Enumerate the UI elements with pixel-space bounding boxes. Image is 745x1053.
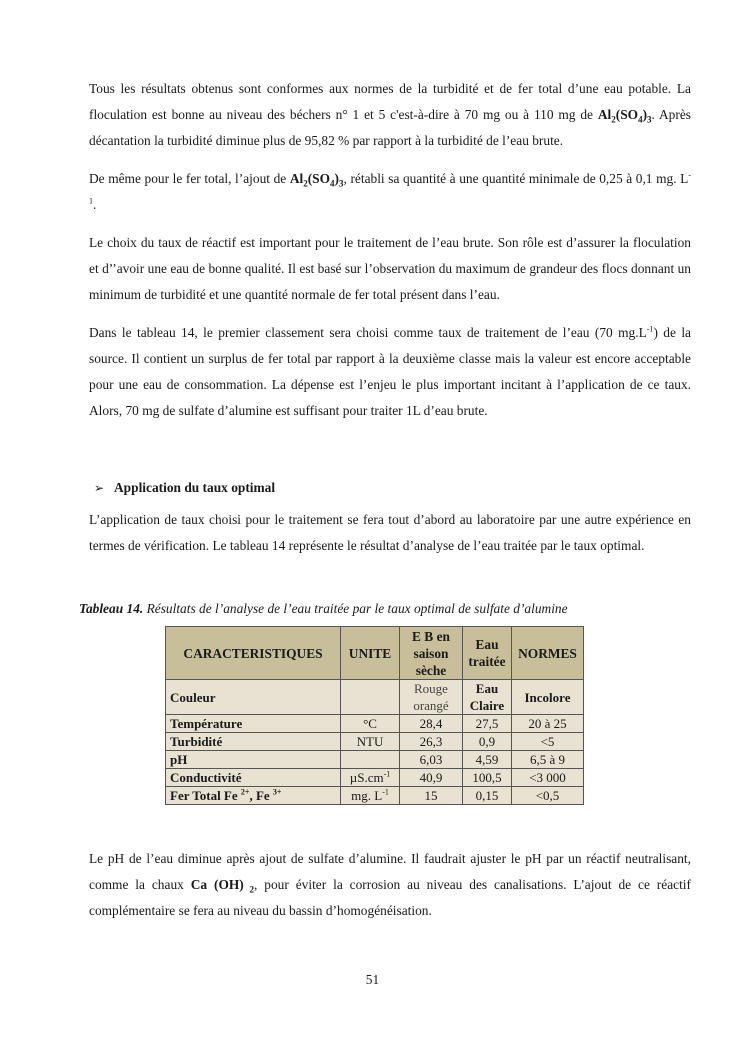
row-eau-traitee: Eau Claire (463, 680, 512, 715)
text: (SO (615, 107, 639, 122)
superscript: -1 (89, 170, 691, 206)
row-unit (341, 769, 400, 787)
paragraph-application: L’application de taux choisi pour le traitement se fera tout d’abord au laboratoire par une autre expérience en termes de vérification. Le tableau 14 représente le résultat d’analyse de l’eau traitée par le taux optimal. (89, 512, 691, 553)
text: De même pour le fer total, l’ajout de (89, 171, 290, 186)
subscript: 2 (243, 884, 255, 895)
table-row (166, 680, 584, 715)
subscript: 2 (611, 114, 616, 125)
header-unite: UNITE (341, 627, 400, 680)
text: , pour éviter la corrosion au niveau des canalisations. L’ajout de ce réactif complémentaire se fera au niveau du bassin d’homogénéisation. (89, 877, 691, 918)
row-unit (341, 751, 400, 769)
row-eb: 6,03 (400, 751, 463, 769)
table-row (166, 733, 584, 751)
superscript: -1 (646, 324, 654, 334)
paragraph-results (89, 76, 691, 154)
text: . (93, 197, 97, 212)
row-norme: <0,5 (512, 787, 584, 805)
text: . Après décantation la turbidité diminue plus de 95,82 % par rapport à la turbidité de l’eau brute. (89, 107, 691, 148)
paragraph-table-14 (89, 320, 691, 424)
superscript: -1 (383, 769, 391, 779)
text: ) de la source. Il contient un surplus de fer total par rapport à la deuxième classe mais la valeur est encore acceptable pour une eau de consommation. La dépense est l’enjeu le plus important incitant à l’application de ce taux. Alors, 70 mg de sulfate d’alumine est suffisant pour traiter 1L d’eau brute. (89, 325, 691, 418)
text: Ca (OH) (190, 877, 244, 892)
text: Fer Total Fe (170, 788, 241, 803)
row-name: Turbidité (166, 733, 341, 751)
header-eau-traitee: Eau traitée (463, 627, 512, 680)
header-normes: NORMES (512, 627, 584, 680)
text: ) (334, 171, 340, 186)
subscript: 3 (339, 178, 344, 189)
row-name (166, 787, 341, 805)
text: Al (597, 107, 612, 122)
paragraph-iron (89, 166, 691, 218)
section-heading (94, 475, 275, 501)
row-eb: 40,9 (400, 769, 463, 787)
table-header-row (166, 627, 584, 680)
text: Le pH de l’eau diminue après ajout de sulfate d’alumine. Il faudrait ajuster le pH par un réactif neutralisant, comme la chaux (89, 851, 691, 892)
text: , Fe (249, 788, 273, 803)
table-row (166, 715, 584, 733)
caption-text: Résultats de l’analyse de l’eau traitée par le taux optimal de sulfate d’alumine (143, 601, 568, 616)
superscript: 2+ (240, 787, 250, 797)
header-caracteristiques: CARACTERISTIQUES (166, 627, 341, 680)
row-norme: 20 à 25 (512, 715, 584, 733)
text: ) (642, 107, 648, 122)
subscript: 4 (638, 114, 643, 125)
row-name: pH (166, 751, 341, 769)
paragraph-reagent-choice: Le choix du taux de réactif est important pour le traitement de l’eau brute. Son rôle est d’assurer la floculation et d’’avoir une eau de bonne qualité. Il est basé sur l’observation du maximum de grandeur des flocs donnant un minimum de turbidité et une quantité normale de fer total présent dans l’eau. (89, 235, 691, 302)
formula-caoh2 (190, 877, 255, 895)
text: µS.cm (349, 770, 384, 785)
table-row (166, 787, 584, 805)
text: Al (289, 171, 304, 186)
superscript: -1 (382, 787, 389, 797)
row-unit (341, 787, 400, 805)
paragraph-ph-adjustment (89, 846, 691, 924)
row-eau-traitee: 27,5 (463, 715, 512, 733)
text: (SO (307, 171, 331, 186)
row-eb: Rouge orangé (400, 680, 463, 715)
row-norme: 6,5 à 9 (512, 751, 584, 769)
formula-al2so43 (289, 171, 344, 189)
page-number: 51 (365, 972, 380, 987)
row-name: Température (166, 715, 341, 733)
text: mg. L (351, 788, 383, 803)
row-unit: NTU (341, 733, 400, 751)
formula-al2so43 (597, 107, 652, 125)
header-eb-saison-seche: E B en saison sèche (400, 627, 463, 680)
row-name: Couleur (166, 680, 341, 715)
row-norme: Incolore (512, 680, 584, 715)
table-caption (79, 598, 568, 620)
arrow-bullet-icon: ➢ (94, 481, 105, 495)
row-eb: 28,4 (400, 715, 463, 733)
row-norme: <5 (512, 733, 584, 751)
superscript: 3+ (272, 787, 282, 797)
text: Tous les résultats obtenus sont conformes aux normes de la turbidité et de fer total d’une eau potable. La floculation est bonne au niveau des béchers n° 1 et 5 c'est-à-dire à 70 mg ou à 110 mg de (89, 81, 691, 122)
section-title: Application du taux optimal (114, 480, 276, 495)
row-eau-traitee: 0,15 (463, 787, 512, 805)
row-eb: 26,3 (400, 733, 463, 751)
row-eb: 15 (400, 787, 463, 805)
results-table (165, 626, 584, 805)
row-unit: °C (341, 715, 400, 733)
table-row (166, 751, 584, 769)
subscript: 4 (330, 178, 335, 189)
subscript: 2 (303, 178, 308, 189)
row-eau-traitee: 100,5 (463, 769, 512, 787)
text: , rétabli sa quantité à une quantité minimale de 0,25 à 0,1 mg. L (343, 171, 689, 186)
table-row (166, 769, 584, 787)
row-name: Conductivité (166, 769, 341, 787)
row-eau-traitee: 4,59 (463, 751, 512, 769)
caption-label: Tableau 14. (79, 601, 144, 616)
row-norme: <3 000 (512, 769, 584, 787)
subscript: 3 (647, 114, 652, 125)
text: Dans le tableau 14, le premier classement sera choisi comme taux de traitement de l’eau (70 mg.L (89, 325, 647, 340)
row-unit (341, 680, 400, 715)
row-eau-traitee: 0,9 (463, 733, 512, 751)
